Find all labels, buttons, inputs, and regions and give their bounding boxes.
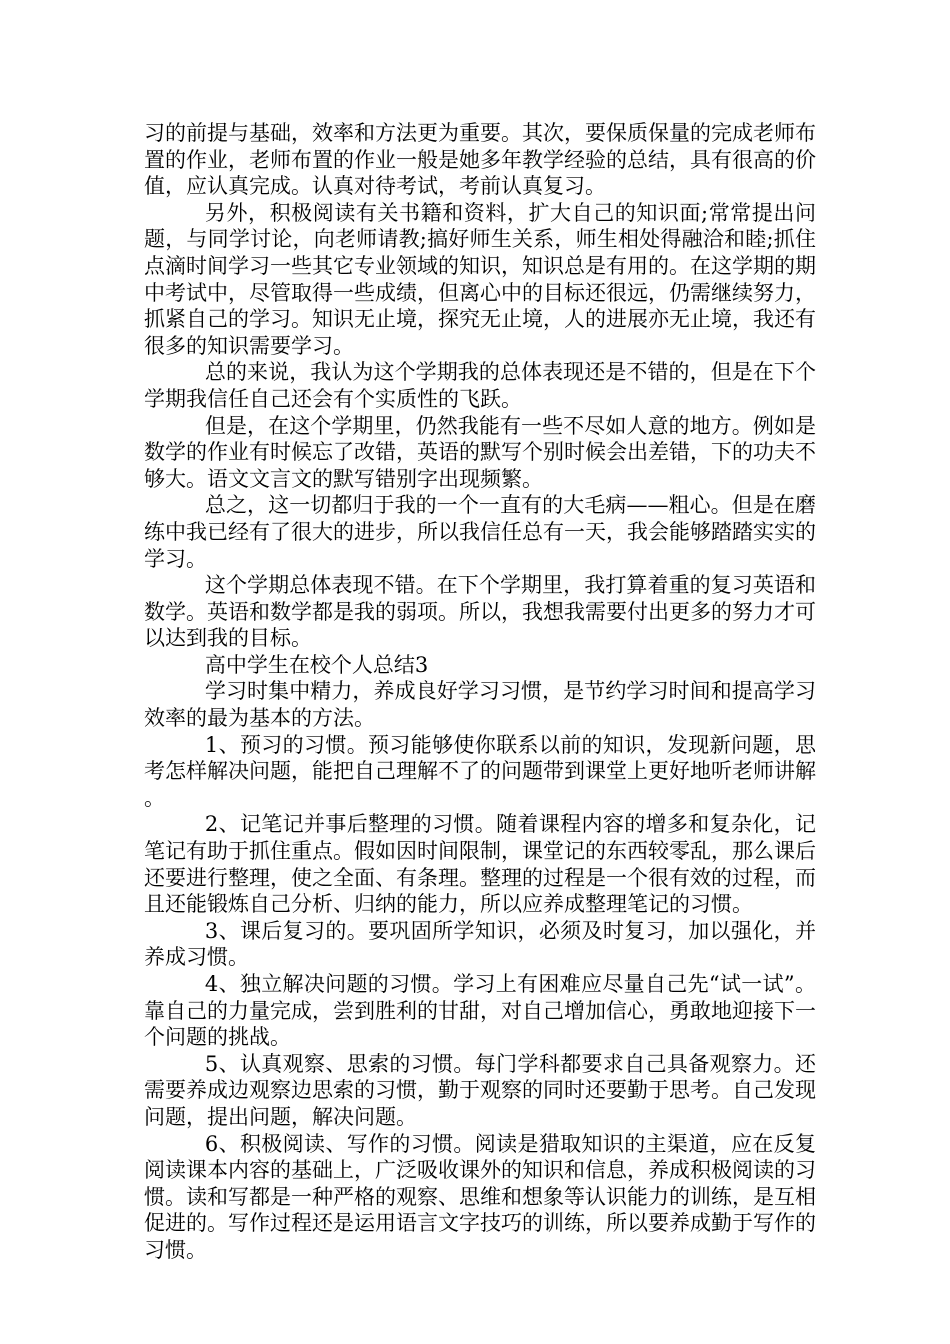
paragraph-9: 2、记笔记并事后整理的习惯。随着课程内容的增多和复杂化，记笔记有助于抓住重点。假如因时间限制，课堂记的东西较零乱，那么课后还要进行整理，使之全面、有条理。整理的过程是一个很有效的过程，而且还能锻炼自己分析、归纳的能力，所以应养成整理笔记的习惯。 <box>144 812 816 917</box>
paragraph-1: 习的前提与基础，效率和方法更为重要。其次，要保质保量的完成老师布置的作业，老师布置的作业一般是她多年教学经验的总结，具有很高的价值，应认真完成。认真对待考试，考前认真复习。 <box>144 121 816 199</box>
paragraph-3: 总的来说，我认为这个学期我的总体表现还是不错的，但是在下个学期我信任自己还会有个实质性的飞跃。 <box>144 360 816 411</box>
paragraph-4: 但是，在这个学期里，仍然我能有一些不尽如人意的地方。例如是数学的作业有时候忘了改错，英语的默写个别时候会出差错，下的功夫不够大。语文文言文的默写错别字出现频繁。 <box>144 413 816 491</box>
paragraph-13: 6、积极阅读、写作的习惯。阅读是猎取知识的主渠道，应在反复阅读课本内容的基础上，广泛吸收课外的知识和信息，养成积极阅读的习惯。读和写都是一种严格的观察、思维和想象等认识能力的训练，是互相促进的。写作过程还是运用语言文字技巧的训练，所以要养成勤于写作的习惯。 <box>144 1131 816 1262</box>
paragraph-7: 学习时集中精力，养成良好学习习惯，是节约学习时间和提高学习效率的最为基本的方法。 <box>144 679 816 731</box>
document-page <box>144 120 816 1264</box>
paragraph-12: 5、认真观察、思索的习惯。每门学科都要求自己具备观察力。还需要养成边观察边思索的习惯，勤于观察的同时还要勤于思考。自己发现问题，提出问题，解决问题。 <box>144 1051 816 1129</box>
section-heading: 高中学生在校个人总结3 <box>204 652 429 677</box>
paragraph-6: 这个学期总体表现不错。在下个学期里，我打算着重的复习英语和数学。英语和数学都是我的弱项。所以，我想我需要付出更多的努力才可以达到我的目标。 <box>144 573 816 651</box>
paragraph-10: 3、课后复习的。要巩固所学知识，必须及时复习，加以强化，并养成习惯。 <box>144 918 816 970</box>
paragraph-8: 1、预习的习惯。预习能够使你联系以前的知识，发现新问题，思考怎样解决问题，能把自己理解不了的问题带到课堂上更好地听老师讲解。 <box>144 732 816 810</box>
paragraph-5: 总之，这一切都归于我的一个一直有的大毛病——粗心。但是在磨练中我已经有了很大的进步，所以我信任总有一天，我会能够踏踏实实的学习。 <box>144 493 816 571</box>
paragraph-2: 另外，积极阅读有关书籍和资料，扩大自己的知识面;常常提出问题，与同学讨论，向老师请教;搞好师生关系，师生相处得融洽和睦;抓住点滴时间学习一些其它专业领域的知识，知识总是有用的。在这学期的期中考试中，尽管取得一些成绩，但离心中的目标还很远，仍需继续努力，抓紧自己的学习。知识无止境，探究无止境，人的进展亦无止境，我还有很多的知识需要学习。 <box>144 200 816 358</box>
paragraph-11: 4、独立解决问题的习惯。学习上有困难应尽量自己先“试一试”。靠自己的力量完成，尝到胜利的甘甜，对自己增加信心，勇敢地迎接下一个问题的挑战。 <box>144 972 816 1050</box>
